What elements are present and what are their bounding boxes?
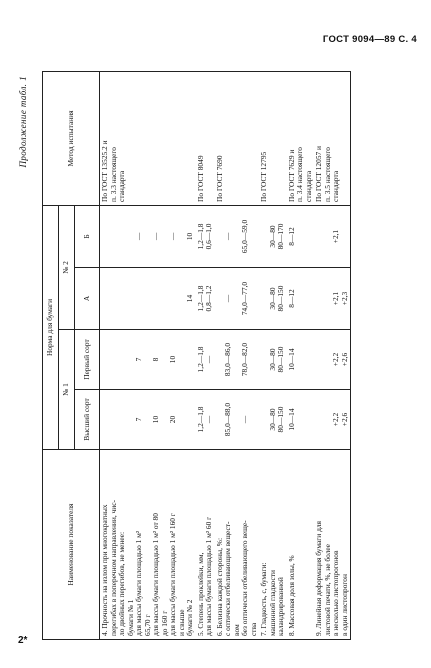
- highest-grade-cell: [196, 390, 215, 450]
- cell-line: 6. Белизна каждой стороны, %:: [214, 537, 224, 636]
- cell-line: 85,0—88,0: [223, 402, 233, 437]
- cell-line: 10: [185, 232, 195, 241]
- cell-line: 8—12: [286, 227, 296, 246]
- cell-line: 1,2—1,8: [195, 285, 205, 312]
- cell-line: 0,8—1,2: [204, 285, 214, 312]
- grade-b-cell: [215, 205, 260, 267]
- cell-line: 1,2—1,8: [195, 406, 205, 433]
- col-highest-grade: Высший сорт: [75, 390, 100, 450]
- cell-line: [250, 271, 259, 326]
- cell-line: 78,0—82,0: [240, 342, 250, 377]
- table-continuation-title: Продолжение табл. 1: [18, 76, 28, 168]
- cell-line: с оптически отбеливающим вещест-: [223, 521, 233, 636]
- cell-line: 10: [151, 415, 161, 424]
- cell-line: +2,6: [339, 352, 349, 367]
- col-grade-b: Б: [75, 205, 100, 267]
- highest-grade-cell: [215, 390, 260, 450]
- cell-line: для массы бумаги площадью 1 м²: [134, 530, 144, 636]
- cell-line: +2,3: [339, 291, 349, 306]
- cell-line: —: [204, 355, 214, 364]
- cell-line: —: [223, 294, 233, 303]
- grade-b-cell: [100, 205, 196, 267]
- table-row: [196, 71, 215, 639]
- cell-line: 30—80: [267, 348, 277, 371]
- grade-a-cell: [215, 268, 260, 330]
- cell-line: листовой печати, %, не более: [322, 544, 332, 636]
- method-cell: [196, 71, 215, 205]
- table-row: [100, 71, 196, 639]
- cell-line: 7: [134, 357, 144, 362]
- cell-line: бумаги № 1: [125, 599, 135, 636]
- col-paper-1: № 1: [59, 330, 75, 450]
- table-body: [100, 71, 351, 639]
- cell-line: 74,0—77,0: [240, 281, 250, 316]
- first-grade-cell: [215, 330, 260, 390]
- first-grade-cell: [287, 330, 315, 390]
- cell-line: 8: [151, 357, 161, 362]
- cell-line: —: [223, 232, 233, 241]
- cell-line: —: [134, 232, 144, 241]
- cell-line: 65,0—59,0: [240, 219, 250, 254]
- grade-a-cell: [100, 268, 196, 330]
- cell-line: +2,2: [331, 352, 341, 367]
- cell-line: до 160 г: [159, 610, 169, 636]
- cell-line: 10: [168, 355, 178, 364]
- grade-a-cell: [314, 268, 351, 330]
- cell-line: и свыше: [176, 609, 186, 636]
- indicator-cell: [100, 450, 196, 640]
- cell-line: 83,0—86,0: [223, 342, 233, 377]
- cell-line: По ГОСТ 12057 и: [314, 145, 324, 202]
- cell-line: 30—80: [267, 408, 277, 431]
- norms-table: [42, 71, 351, 640]
- cell-line: 8. Массовая доля золы, %: [286, 555, 296, 636]
- indicator-cell: [215, 450, 260, 640]
- cell-line: 80—150: [276, 406, 286, 433]
- cell-line: 8—12: [286, 289, 296, 308]
- cell-line: в один листопрогон: [339, 574, 349, 636]
- cell-line: 1,2—1,8: [195, 223, 205, 250]
- cell-line: —: [168, 232, 178, 241]
- indicator-cell: [314, 450, 351, 640]
- cell-line: 7: [134, 417, 144, 422]
- cell-line: перегибах в поперечном направлении, чис-: [108, 500, 118, 636]
- grade-b-cell: [196, 205, 215, 267]
- cell-line: 80—150: [276, 346, 286, 373]
- col-indicator: Наименование показателя: [43, 450, 100, 640]
- method-cell: [314, 71, 351, 205]
- cell-line: 80—150: [276, 285, 286, 312]
- cell-line: 20: [168, 415, 178, 424]
- cell-line: —: [151, 232, 161, 241]
- cell-line: +2,1: [331, 229, 341, 244]
- cell-line: По ГОСТ 12795: [259, 151, 269, 202]
- indicator-cell: [259, 450, 287, 640]
- cell-line: бумаги № 2: [185, 599, 195, 636]
- cell-line: 4. Прочность на излом при многократных: [100, 504, 109, 636]
- page-mark: 2*: [18, 635, 28, 646]
- first-grade-cell: [259, 330, 287, 390]
- cell-line: стандарта: [117, 170, 127, 202]
- cell-line: [186, 333, 195, 386]
- table-row: [287, 71, 315, 639]
- rotated-page: [18, 72, 418, 640]
- cell-line: [250, 333, 259, 386]
- cell-line: п. 3.4 настоящего: [295, 147, 305, 202]
- method-cell: [259, 71, 287, 205]
- cell-line: п. 3.3 настоящего: [108, 147, 118, 202]
- cell-line: в несколько листопрогонов: [331, 550, 341, 636]
- method-cell: [287, 71, 315, 205]
- cell-line: 7. Гладкость, с, бумаги:: [259, 562, 269, 636]
- cell-line: По ГОСТ 13525.2 и: [100, 140, 109, 202]
- grade-b-cell: [314, 205, 351, 267]
- grade-a-cell: [287, 268, 315, 330]
- highest-grade-cell: [287, 390, 315, 450]
- cell-line: 30—80: [267, 225, 277, 248]
- cell-line: [250, 209, 259, 264]
- cell-line: [250, 393, 259, 446]
- cell-line: машинной гладкости: [267, 570, 277, 636]
- indicator-cell: [287, 450, 315, 640]
- grade-b-cell: [287, 205, 315, 267]
- cell-line: ло двойных перегибов, не менее:: [117, 532, 127, 636]
- method-cell: [215, 71, 260, 205]
- cell-line: 30—80: [267, 287, 277, 310]
- cell-line: вом: [231, 624, 241, 636]
- cell-line: +2,2: [331, 412, 341, 427]
- cell-line: [341, 209, 350, 264]
- cell-line: +2,6: [339, 412, 349, 427]
- table-row: [314, 71, 351, 639]
- highest-grade-cell: [314, 390, 351, 450]
- cell-line: По ГОСТ 7690: [214, 155, 224, 202]
- cell-line: —: [204, 415, 214, 424]
- cell-line: —: [240, 415, 250, 424]
- cell-line: ства: [248, 622, 258, 636]
- col-paper-2: № 2: [59, 205, 75, 329]
- first-grade-cell: [196, 330, 215, 390]
- cell-line: 5. Степень проклейки, мм,: [195, 552, 205, 636]
- indicator-cell: [196, 450, 215, 640]
- cell-line: п. 3.5 настоящего: [322, 147, 332, 202]
- cell-line: для массы бумаги площадью 1 м² от 80: [151, 513, 161, 636]
- cell-line: По ГОСТ 7629 и: [286, 149, 296, 202]
- cell-line: для массы бумаги площадью 1 м² 160 г: [168, 513, 178, 636]
- cell-line: 9. Линейная деформация бумаги для: [314, 521, 324, 636]
- cell-line: 14: [185, 294, 195, 303]
- table-row: [259, 71, 287, 639]
- cell-line: стандарта: [303, 170, 313, 202]
- table-row: [215, 71, 260, 639]
- cell-line: 1,2—1,8: [195, 346, 205, 373]
- cell-line: 10—14: [286, 408, 296, 431]
- col-method: Метод испытания: [43, 71, 100, 205]
- grade-b-cell: [259, 205, 287, 267]
- cell-line: 80—170: [276, 223, 286, 250]
- cell-line: 10—14: [286, 348, 296, 371]
- cell-line: +2,1: [331, 291, 341, 306]
- first-grade-cell: [100, 330, 196, 390]
- cell-line: [186, 393, 195, 446]
- grade-a-cell: [259, 268, 287, 330]
- standard-header: ГОСТ 9094—89 С. 4: [322, 34, 417, 45]
- col-grade-a: А: [75, 268, 100, 330]
- method-cell: [100, 71, 196, 205]
- cell-line: каландрированной: [276, 577, 286, 636]
- highest-grade-cell: [100, 390, 196, 450]
- col-norm: Норма для бумаги: [43, 205, 59, 449]
- grade-a-cell: [196, 268, 215, 330]
- highest-grade-cell: [259, 390, 287, 450]
- cell-line: стандарта: [331, 170, 341, 202]
- cell-line: 0,6—1,0: [204, 223, 214, 250]
- col-first-grade: Первый сорт: [75, 330, 100, 390]
- first-grade-cell: [314, 330, 351, 390]
- cell-line: без оптически отбеливающего веще-: [240, 520, 250, 636]
- cell-line: 65,70 г: [142, 614, 152, 636]
- cell-line: По ГОСТ 8049: [195, 155, 205, 202]
- cell-line: для массы бумаги площадью 1 м² 60 г: [204, 516, 214, 636]
